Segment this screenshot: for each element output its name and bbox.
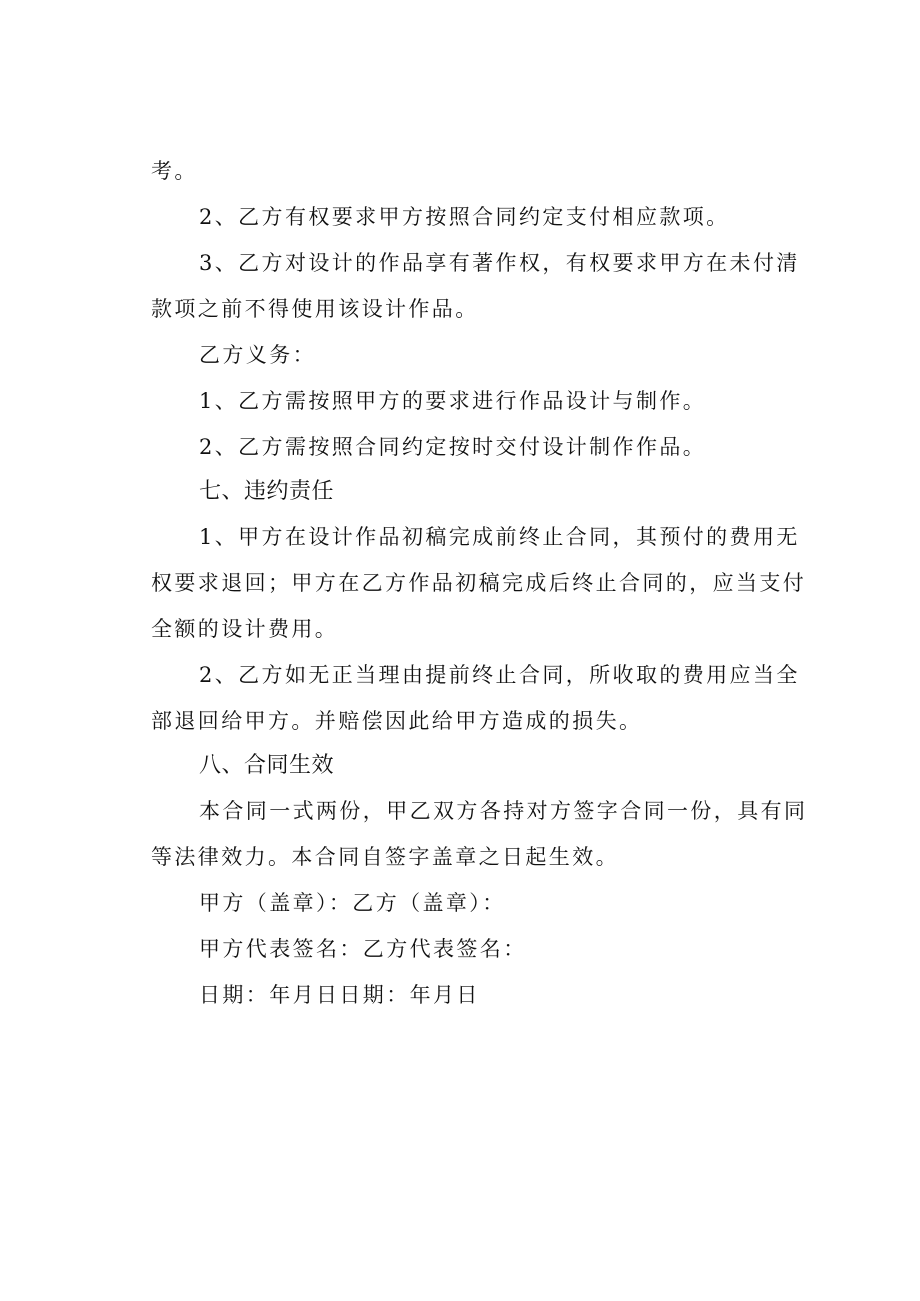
paragraph-line: 2、乙方如无正当理由提前终止合同，所收取的费用应当全 <box>199 663 800 687</box>
paragraph-line: 款项之前不得使用该设计作品。 <box>151 297 479 321</box>
paragraph-line: 全额的设计费用。 <box>151 617 339 641</box>
signature-date-line: 日期：年月日日期：年月日 <box>199 983 480 1007</box>
section-heading: 七、违约责任 <box>199 479 335 504</box>
paragraph-line: 1、甲方在设计作品初稿完成前终止合同，其预付的费用无 <box>199 525 800 549</box>
paragraph-line: 部退回给甲方。并赔偿因此给甲方造成的损失。 <box>151 709 643 733</box>
paragraph-line: 本合同一式两份，甲乙双方各持对方签字合同一份，具有同 <box>199 799 808 823</box>
contract-body <box>151 148 811 1018</box>
signature-seal-line: 甲方（盖章）：乙方（盖章）： <box>199 891 506 915</box>
paragraph-line: 3、乙方对设计的作品享有著作权，有权要求甲方在未付清 <box>199 251 800 275</box>
paragraph-line: 等法律效力。本合同自签字盖章之日起生效。 <box>151 845 619 869</box>
section-subtitle: 乙方义务： <box>199 343 316 367</box>
signature-name-line: 甲方代表签名：乙方代表签名： <box>199 937 527 961</box>
paragraph-line: 1、乙方需按照甲方的要求进行作品设计与制作。 <box>199 389 707 413</box>
paragraph-line: 考。 <box>151 159 198 183</box>
section-heading: 八、合同生效 <box>199 753 335 778</box>
paragraph-line: 权要求退回；甲方在乙方作品初稿完成后终止合同的，应当支付 <box>151 571 807 595</box>
paragraph-line: 2、乙方需按照合同约定按时交付设计制作作品。 <box>199 435 707 459</box>
paragraph-line: 2、乙方有权要求甲方按照合同约定支付相应款项。 <box>199 205 730 229</box>
